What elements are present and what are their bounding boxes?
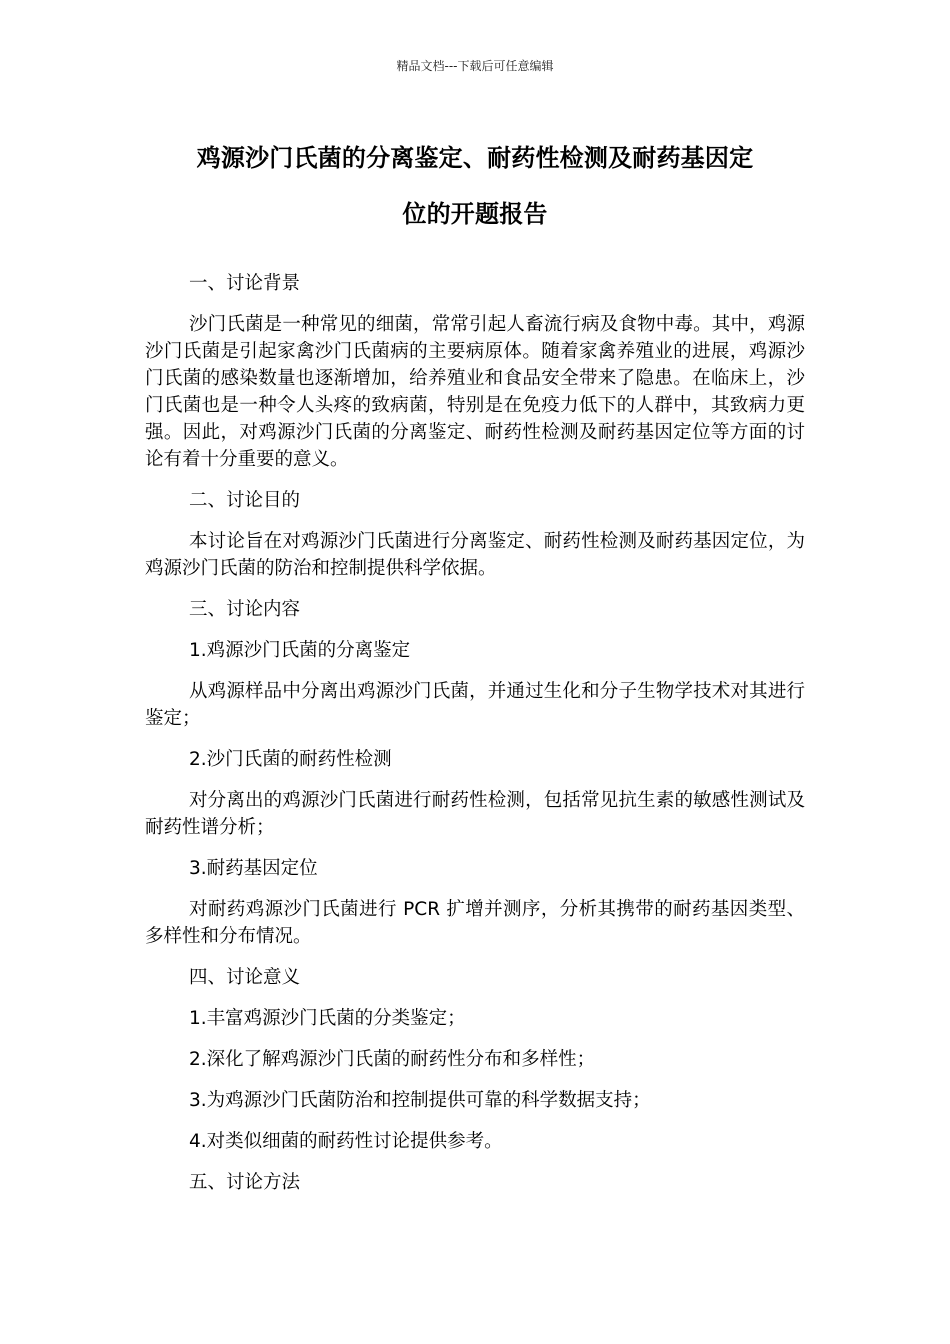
title-line-1: 鸡源沙门氏菌的分离鉴定、耐药性检测及耐药基因定 xyxy=(196,144,754,172)
significance-item-1: 1.丰富鸡源沙门氏菌的分类鉴定； xyxy=(189,1008,466,1029)
significance-item-2: 2.深化了解鸡源沙门氏菌的耐药性分布和多样性； xyxy=(189,1049,596,1070)
page-header: 精品文档---下载后可任意编辑 xyxy=(396,59,554,73)
document-title xyxy=(140,130,810,242)
content-item-3-title: 3.耐药基因定位 xyxy=(189,858,318,879)
content-item-1-title: 1.鸡源沙门氏菌的分离鉴定 xyxy=(189,640,411,661)
section-heading-background: 一、讨论背景 xyxy=(189,273,301,294)
significance-item-4: 4.对类似细菌的耐药性讨论提供参考。 xyxy=(189,1131,503,1152)
significance-item-3: 3.为鸡源沙门氏菌防治和控制提供可靠的科学数据支持； xyxy=(189,1090,651,1111)
paragraph-background: 沙门氏菌是一种常见的细菌，常常引起人畜流行病及食物中毒。其中，鸡源沙门氏菌是引起家禽沙门氏菌病的主要病原体。随着家禽养殖业的进展，鸡源沙门氏菌的感染数量也逐渐增加，给养殖业和食品安全带来了隐患。在临床上，沙门氏菌也是一种令人头疼的致病菌，特别是在免疫力低下的人群中，其致病力更强。因此，对鸡源沙门氏菌的分离鉴定、耐药性检测及耐药基因定位等方面的讨论有着十分重要的意义。 xyxy=(145,314,805,470)
paragraph-purpose: 本讨论旨在对鸡源沙门氏菌进行分离鉴定、耐药性检测及耐药基因定位，为鸡源沙门氏菌的防治和控制提供科学依据。 xyxy=(145,531,805,579)
title-line-2: 位的开题报告 xyxy=(402,200,548,228)
content-item-3-paragraph: 对耐药鸡源沙门氏菌进行 PCR 扩增并测序，分析其携带的耐药基因类型、多样性和分布情况。 xyxy=(145,899,805,947)
section-heading-purpose: 二、讨论目的 xyxy=(189,490,301,511)
document-body xyxy=(145,270,805,1210)
section-heading-significance: 四、讨论意义 xyxy=(189,967,301,988)
content-item-1-paragraph: 从鸡源样品中分离出鸡源沙门氏菌，并通过生化和分子生物学技术对其进行鉴定； xyxy=(145,681,805,729)
section-heading-method: 五、讨论方法 xyxy=(189,1172,301,1193)
section-heading-content: 三、讨论内容 xyxy=(189,599,301,620)
content-item-2-title: 2.沙门氏菌的耐药性检测 xyxy=(189,749,392,770)
content-item-2-paragraph: 对分离出的鸡源沙门氏菌进行耐药性检测，包括常见抗生素的敏感性测试及耐药性谱分析； xyxy=(145,790,805,838)
